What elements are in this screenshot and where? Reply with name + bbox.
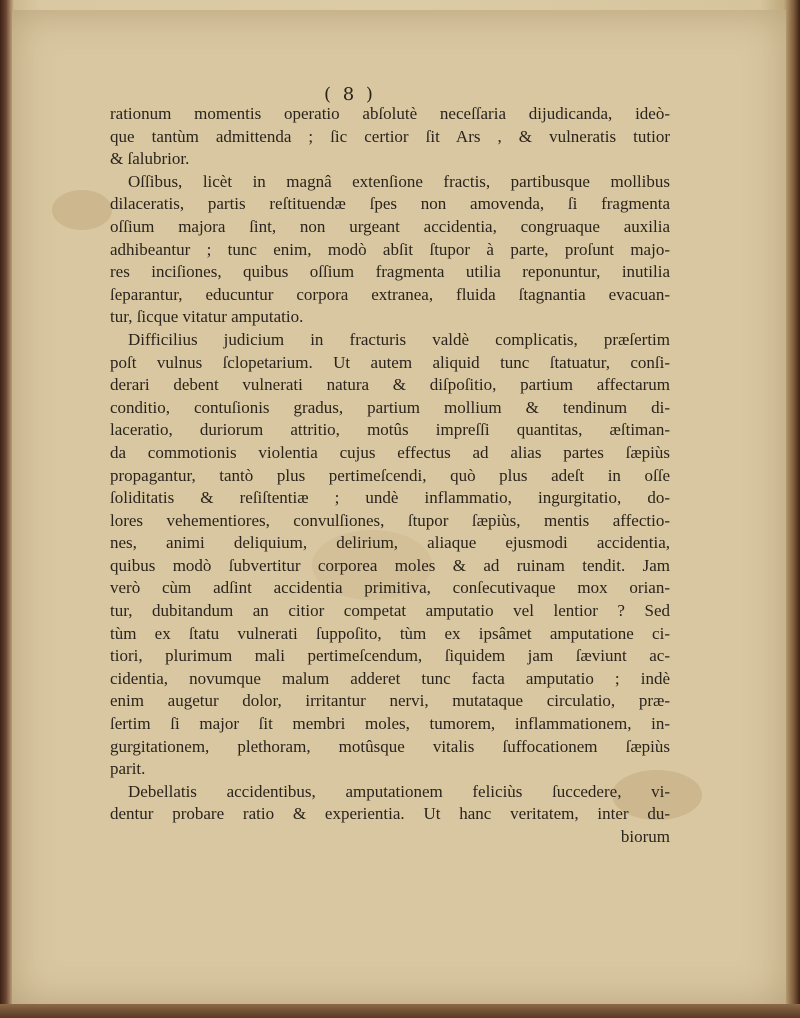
page-number: ( 8 ) — [324, 84, 376, 105]
text-line: que tantùm admittenda ; ſic certior ſit Ars , & vulneratis tutior — [110, 126, 670, 146]
text-line: parit. — [110, 759, 146, 779]
text-line: Difficilius judicium in fracturis valdè complicatis, præſertim — [128, 329, 670, 349]
text-line: tiori, plurimum mali pertimeſcendum, ſiquidem jam ſæviunt ac- — [110, 646, 670, 666]
text-line: ſoliditatis & reſiſtentiæ ; undè inflammatio, ingurgitatio, do- — [110, 488, 670, 508]
catchword: biorum — [620, 827, 670, 846]
text-line: tùm ex ſtatu vulnerati ſuppoſito, tùm ex ipsâmet amputatione ci- — [110, 623, 670, 643]
text-line: cidentia, novumque malum adderet tunc facta amputatio ; indè — [110, 668, 670, 688]
text-line: derari debent vulnerati natura & diſpoſitio, partium affectarum — [110, 375, 670, 395]
text-line: oſſium majora ſint, non urgeant accidentia, congruaque auxilia — [110, 216, 670, 236]
text-line: res inciſiones, quibus oſſium fragmenta utilia reponuntur, inutilia — [110, 262, 670, 282]
text-line: conditio, contuſionis gradus, partium mollium & tendinum di- — [110, 397, 670, 417]
text-line: quibus modò ſubvertitur corporea moles & ad ruinam tendit. Jam — [110, 555, 670, 575]
text-line: adhibeantur ; tunc enim, modò abſit ſtupor à parte, proſunt majo- — [110, 239, 670, 259]
body-text — [110, 103, 670, 849]
text-line: enim augetur dolor, irritantur nervi, mutataque circulatio, præ- — [110, 691, 670, 711]
paper-stain — [52, 190, 112, 230]
text-line: rationum momentis operatio abſolutè neceſſaria dijudicanda, ideò- — [110, 104, 670, 123]
text-line: poſt vulnus ſclopetarium. Ut autem aliquid tunc ſtatuatur, conſi- — [110, 352, 670, 372]
text-line: tur, ſicque vitatur amputatio. — [110, 307, 304, 327]
text-line: dentur probare ratio & experientia. Ut hanc veritatem, inter du- — [110, 804, 670, 824]
text-line: nes, animi deliquium, delirium, aliaque ejusmodi accidentia, — [110, 533, 670, 553]
page-bottom-edge — [0, 1004, 800, 1018]
text-line: laceratio, duriorum attritio, motûs impreſſi quantitas, æſtiman- — [110, 420, 670, 440]
text-line: propagantur, tantò plus pertimeſcendi, quò plus adeſt in oſſe — [110, 465, 670, 485]
text-line: lores vehementiores, convulſiones, ſtupor ſæpiùs, mentis affectio- — [110, 510, 670, 530]
text-line: tur, dubitandum an citior competat amputatio vel lentior ? Sed — [110, 601, 670, 621]
text-line: dilaceratis, partis reſtituendæ ſpes non amovenda, ſi fragmenta — [110, 194, 670, 214]
text-line: ſeparantur, educuntur corpora extranea, fluida ſtagnantia evacuan- — [110, 284, 670, 304]
text-line: da commotionis violentia cujus effectus ad alias partes ſæpiùs — [110, 442, 670, 462]
text-line: Debellatis accidentibus, amputationem feliciùs ſuccedere, vi- — [128, 781, 670, 801]
text-line: Oſſibus, licèt in magnâ extenſione fractis, partibusque mollibus — [128, 171, 670, 191]
text-line: & ſalubrior. — [110, 149, 190, 169]
text-line: gurgitationem, plethoram, motûsque vitalis ſuffocationem ſæpiùs — [110, 736, 670, 756]
text-line: ſertim ſi major ſit membri moles, tumorem, inflammationem, in- — [110, 714, 670, 734]
text-line: verò cùm adſint accidentia primitiva, conſecutivaque mox orian- — [110, 578, 670, 598]
